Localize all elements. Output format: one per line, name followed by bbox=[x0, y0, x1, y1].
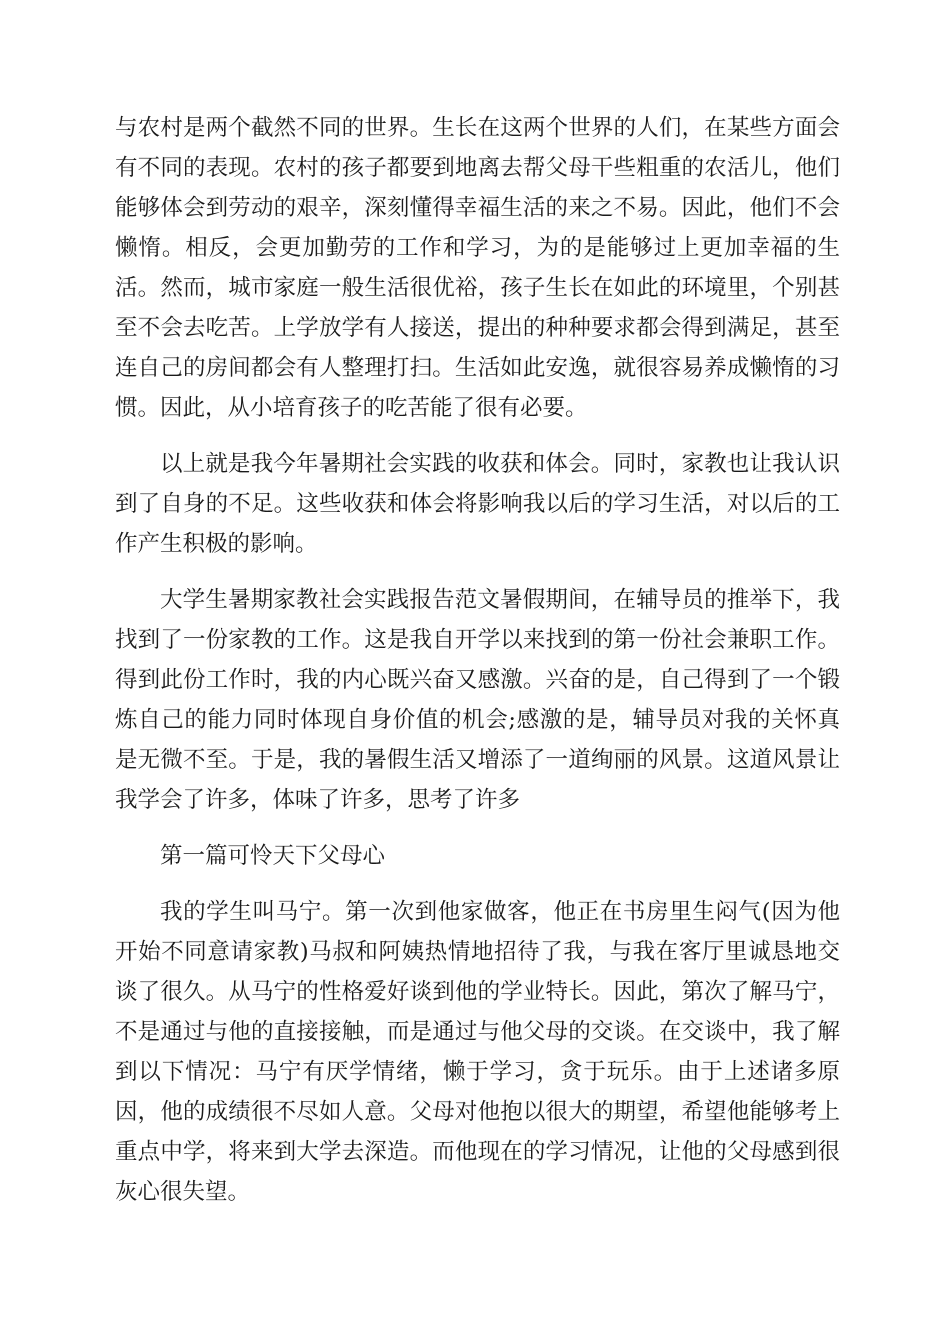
document-body bbox=[115, 108, 840, 1212]
paragraph-practice-summary: 以上就是我今年暑期社会实践的收获和体会。同时，家教也让我认识到了自身的不足。这些收获和体会将影响我以后的学习生活，对以后的工作产生积极的影响。 bbox=[115, 451, 840, 557]
paragraph-tutoring-job-intro: 大学生暑期家教社会实践报告范文暑假期间，在辅导员的推举下，我找到了一份家教的工作。这是我自开学以来找到的第一份社会兼职工作。得到此份工作时，我的内心既兴奋又感激。兴奋的是，自己得到了一个锻炼自己的能力同时体现自身价值的机会;感激的是，辅导员对我的关怀真是无微不至。于是，我的暑假生活又增添了一道绚丽的风景。这道风景让我学会了许多，体味了许多，思考了许多 bbox=[115, 587, 840, 813]
section-heading: 第一篇可怜天下父母心 bbox=[160, 843, 386, 869]
paragraph-rural-urban-contrast: 与农村是两个截然不同的世界。生长在这两个世界的人们，在某些方面会有不同的表现。农村的孩子都要到地离去帮父母干些粗重的农活儿，他们能够体会到劳动的艰辛，深刻懂得幸福生活的来之不易。因此，他们不会懒惰。相反，会更加勤劳的工作和学习，为的是能够过上更加幸福的生活。然而，城市家庭一般生活很优裕，孩子生长在如此的环境里，个别甚至不会去吃苦。上学放学有人接送，提出的种种要求都会得到满足，甚至连自己的房间都会有人整理打扫。生活如此安逸，就很容易养成懒惰的习惯。因此，从小培育孩子的吃苦能了很有必要。 bbox=[115, 115, 840, 421]
paragraph-student-ma-ning: 我的学生叫马宁。第一次到他家做客，他正在书房里生闷气(因为他开始不同意请家教)马叔和阿姨热情地招待了我，与我在客厅里诚恳地交谈了很久。从马宁的性格爱好谈到他的学业特长。因此，第次了解马宁，不是通过与他的直接接触，而是通过与他父母的交谈。在交谈中，我了解到以下情况：马宁有厌学情绪，懒于学习，贪于玩乐。由于上述诸多原因，他的成绩很不尽如人意。父母对他抱以很大的期望，希望他能够考上重点中学，将来到大学去深造。而他现在的学习情况，让他的父母感到很灰心很失望。 bbox=[115, 899, 840, 1205]
